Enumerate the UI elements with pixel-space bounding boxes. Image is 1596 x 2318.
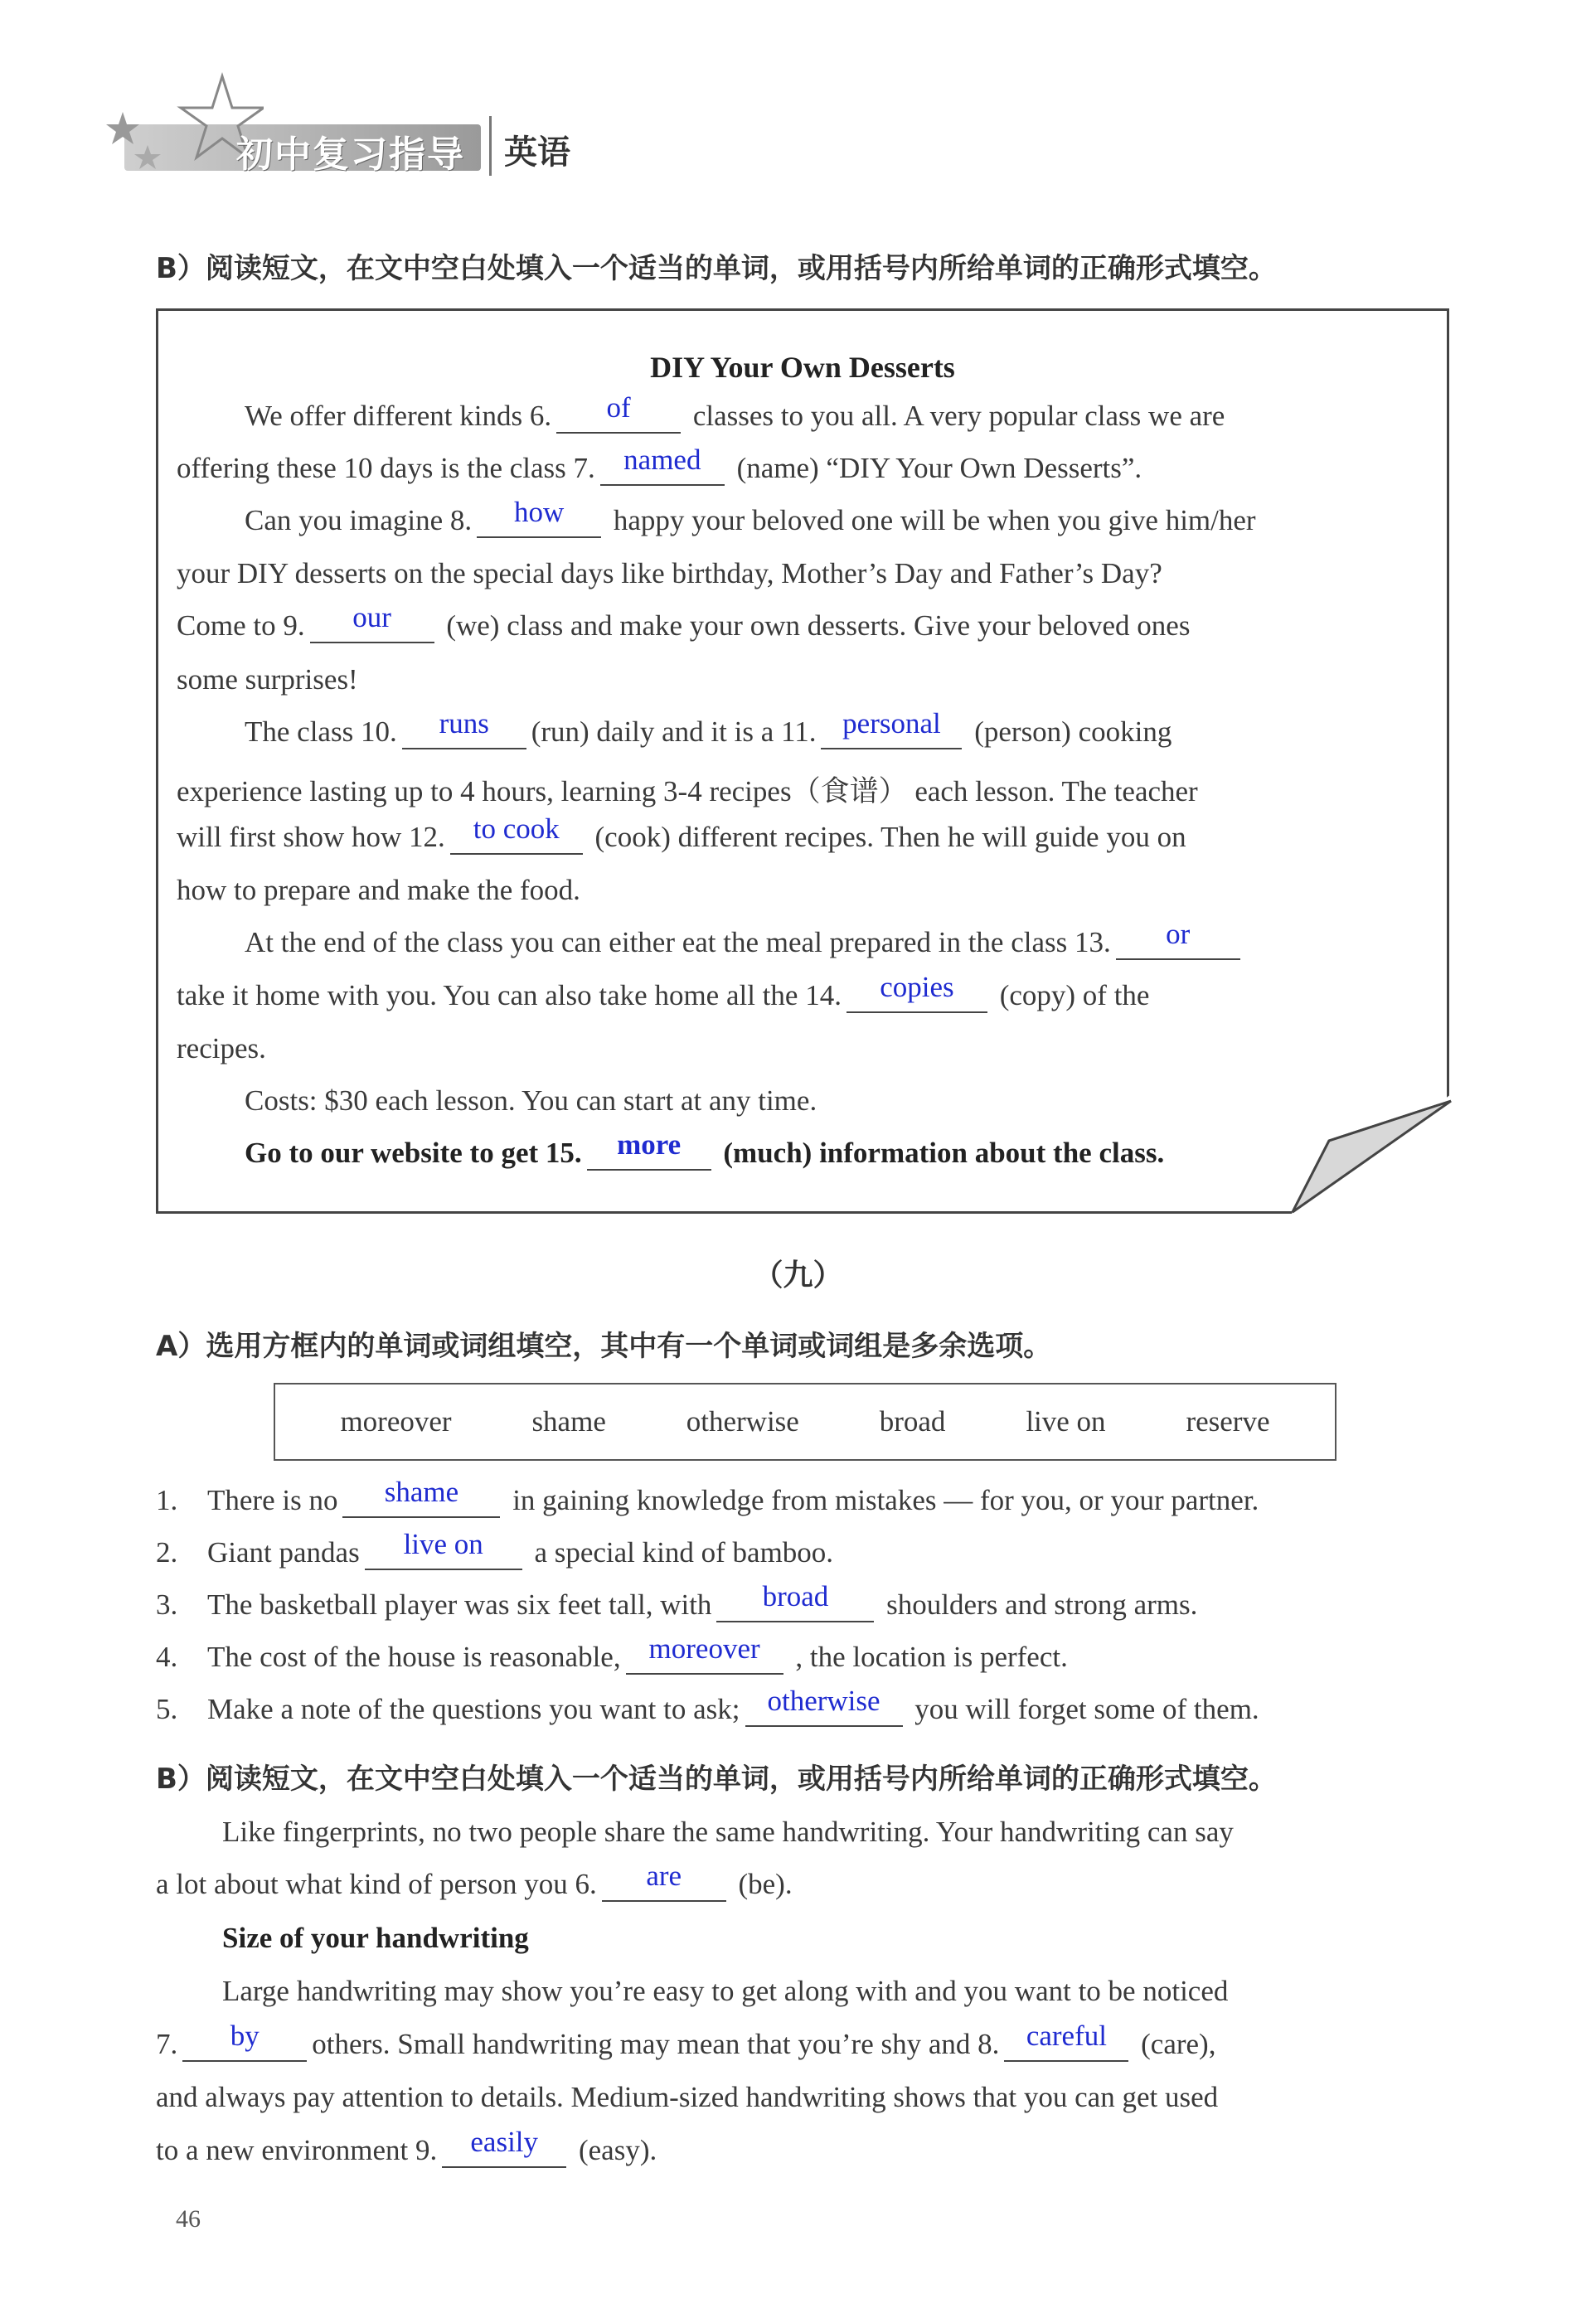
answer-blank[interactable]	[602, 1860, 726, 1902]
section-a-instruction: A）选用方框内的单词或词组填空，其中有一个单词或词组是多余选项。	[156, 1330, 1052, 1363]
passage-text: (much) information about the class.	[716, 1137, 1165, 1169]
page-number: 46	[176, 2205, 201, 2233]
answer-blank[interactable]	[821, 707, 962, 749]
passage-text: (easy).	[571, 2134, 657, 2166]
item-number: 3.	[156, 1588, 178, 1621]
passage-line	[177, 663, 358, 696]
item-number: 4.	[156, 1641, 178, 1673]
passage-text: offering these 10 days is the class 7.	[177, 452, 595, 484]
answer-text: to cook	[473, 812, 560, 845]
header-divider	[489, 116, 492, 176]
passage-text: Large handwriting may show you’re easy to get along with and you want to be noticed	[222, 1975, 1229, 2007]
passage-text: (be).	[730, 1868, 793, 1900]
passage-text: Make a note of the questions you want to ask;	[207, 1693, 740, 1725]
answer-blank[interactable]	[745, 1685, 903, 1727]
subject-label: 英语	[504, 133, 570, 172]
passage-text: in gaining knowledge from mistakes — for you, or your partner.	[505, 1484, 1259, 1516]
item-number: 2.	[156, 1536, 178, 1569]
series-title: 初中复习指导	[236, 133, 465, 176]
passage-line	[156, 2020, 1216, 2062]
passage-text: (copy) of the	[992, 979, 1150, 1011]
passage-text: (name) “DIY Your Own Desserts”.	[729, 452, 1142, 484]
passage-text: others. Small handwriting may mean that you’re shy and 8.	[312, 2028, 1000, 2060]
passage-text: to a new environment 9.	[156, 2134, 438, 2166]
passage-text: Can you imagine 8.	[245, 504, 473, 536]
passage-line	[177, 1032, 266, 1065]
answer-blank[interactable]	[1116, 918, 1240, 960]
item-number: 1.	[156, 1484, 178, 1516]
passage-text: The basketball player was six feet tall, with	[207, 1588, 712, 1621]
passage-text: a lot about what kind of person you 6.	[156, 1868, 597, 1900]
answer-blank[interactable]	[626, 1632, 783, 1675]
exercise-item	[156, 1476, 1259, 1518]
answer-text: how	[513, 496, 565, 528]
answer-text: runs	[439, 707, 489, 740]
passage-line	[177, 874, 580, 907]
passage-text: classes to you all. A very popular class we are	[686, 400, 1225, 432]
passage-text: The class 10.	[245, 715, 397, 748]
exercise-item	[156, 1685, 1259, 1727]
passage-text: experience lasting up to 4 hours, learning 3-4 recipes（食谱） each lesson. The teacher	[177, 775, 1198, 807]
passage-line	[245, 707, 1172, 749]
answer-text: broad	[762, 1580, 829, 1612]
passage-line	[245, 496, 1256, 538]
passage-line	[177, 769, 1198, 810]
answer-text: or	[1166, 918, 1191, 950]
answer-text: named	[623, 444, 701, 476]
answer-text: moreover	[648, 1632, 760, 1665]
passage-text: 7.	[156, 2028, 178, 2060]
exercise-item	[156, 1580, 1198, 1622]
passage-line	[177, 557, 1162, 590]
passage-text: (person) cooking	[967, 715, 1172, 748]
passage-line	[156, 2126, 657, 2168]
answer-blank[interactable]	[365, 1528, 522, 1570]
passage-line	[177, 601, 1191, 643]
passage-line	[222, 1922, 529, 1955]
answer-text: careful	[1026, 2020, 1107, 2052]
answer-blank[interactable]	[442, 2126, 566, 2168]
answer-text: shame	[384, 1476, 459, 1508]
word-bank-item: shame	[531, 1405, 606, 1438]
passage-text: Go to our website to get 15.	[245, 1137, 582, 1169]
passage-text: take it home with you. You can also take home all the 14.	[177, 979, 842, 1011]
section-nine-heading: （九）	[753, 1258, 843, 1292]
passage-text: Like fingerprints, no two people share the same handwriting. Your handwriting can say	[222, 1816, 1234, 1848]
passage-text: Giant pandas	[207, 1536, 360, 1569]
passage-line	[156, 1860, 793, 1902]
passage-text: (run) daily and it is a 11.	[531, 715, 817, 748]
answer-blank[interactable]	[402, 707, 526, 749]
answer-text: live on	[403, 1528, 483, 1560]
passage-text: There is no	[207, 1484, 338, 1516]
passage-text: Come to 9.	[177, 609, 305, 642]
passage-text: shoulders and strong arms.	[879, 1588, 1198, 1621]
passage-text: some surprises!	[177, 663, 358, 696]
answer-text: our	[352, 601, 391, 633]
passage-text: your DIY desserts on the special days like birthday, Mother’s Day and Father’s Day?	[177, 557, 1162, 589]
exercise-item	[156, 1528, 834, 1570]
word-bank-item: otherwise	[686, 1405, 799, 1438]
answer-blank[interactable]	[556, 391, 681, 434]
item-number: 5.	[156, 1693, 178, 1725]
answer-text: of	[606, 391, 631, 424]
passage-text: , the location is perfect.	[788, 1641, 1068, 1673]
answer-blank[interactable]	[1004, 2020, 1128, 2062]
answer-text: otherwise	[767, 1685, 880, 1717]
passage-line	[177, 812, 1186, 855]
passage-text: how to prepare and make the food.	[177, 874, 580, 906]
passage-text: The cost of the house is reasonable,	[207, 1641, 621, 1673]
passage-text: (we) class and make your own desserts. Give your beloved ones	[439, 609, 1191, 642]
passage-text: Size of your handwriting	[222, 1922, 529, 1954]
answer-blank[interactable]	[477, 496, 601, 538]
answer-blank[interactable]	[182, 2020, 307, 2062]
word-bank-box	[274, 1383, 1336, 1461]
passage-line	[245, 918, 1245, 960]
answer-blank[interactable]	[716, 1580, 874, 1622]
passage-line	[156, 2081, 1218, 2114]
passage-text: and always pay attention to details. Medium-sized handwriting shows that you can get used	[156, 2081, 1219, 2113]
answer-blank[interactable]	[310, 601, 434, 643]
passage-line	[177, 444, 1142, 486]
exercise-item	[156, 1632, 1068, 1675]
word-bank-item: broad	[879, 1405, 946, 1438]
answer-text: are	[646, 1860, 682, 1892]
passage-text: happy your beloved one will be when you give him/her	[606, 504, 1256, 536]
passage-line	[245, 1084, 817, 1118]
passage-box	[156, 308, 1449, 1214]
answer-text: easily	[470, 2126, 539, 2158]
answer-blank[interactable]	[587, 1128, 711, 1171]
passage-line	[245, 1128, 1165, 1171]
answer-blank[interactable]	[450, 812, 583, 855]
answer-text: copies	[880, 971, 954, 1003]
passage-line	[177, 971, 1150, 1013]
section-b2-instruction: B）阅读短文，在文中空白处填入一个适当的单词，或用括号内所给单词的正确形式填空。	[156, 1763, 1277, 1796]
passage-line	[222, 1975, 1228, 2008]
answer-blank[interactable]	[342, 1476, 500, 1518]
passage-text: recipes.	[177, 1032, 266, 1064]
answer-blank[interactable]	[600, 444, 725, 486]
passage-line	[222, 1816, 1234, 1849]
word-bank-item: live on	[1026, 1405, 1106, 1438]
passage-text: will first show how 12.	[177, 821, 445, 853]
passage-text: At the end of the class you can either eat the meal prepared in the class 13.	[245, 926, 1111, 958]
answer-text: more	[617, 1128, 682, 1161]
page-curl-corner	[1289, 1094, 1455, 1219]
word-bank-item: moreover	[340, 1405, 452, 1438]
passage-text: a special kind of bamboo.	[526, 1536, 834, 1569]
passage-text: Costs: $30 each lesson. You can start at any time.	[245, 1084, 817, 1117]
passage-text: (care),	[1133, 2028, 1216, 2060]
answer-text: by	[230, 2020, 260, 2052]
passage-text: (cook) different recipes. Then he will guide you on	[587, 821, 1186, 853]
section-b-instruction: B）阅读短文，在文中空白处填入一个适当的单词，或用括号内所给单词的正确形式填空。	[156, 252, 1277, 285]
answer-blank[interactable]	[847, 971, 987, 1013]
answer-text: personal	[842, 707, 941, 740]
passage-line	[245, 391, 1225, 434]
passage-text: you will forget some of them.	[907, 1693, 1259, 1725]
word-bank-item: reserve	[1186, 1405, 1270, 1438]
passage-text: We offer different kinds 6.	[245, 400, 552, 432]
passage-title: DIY Your Own Desserts	[650, 351, 955, 384]
